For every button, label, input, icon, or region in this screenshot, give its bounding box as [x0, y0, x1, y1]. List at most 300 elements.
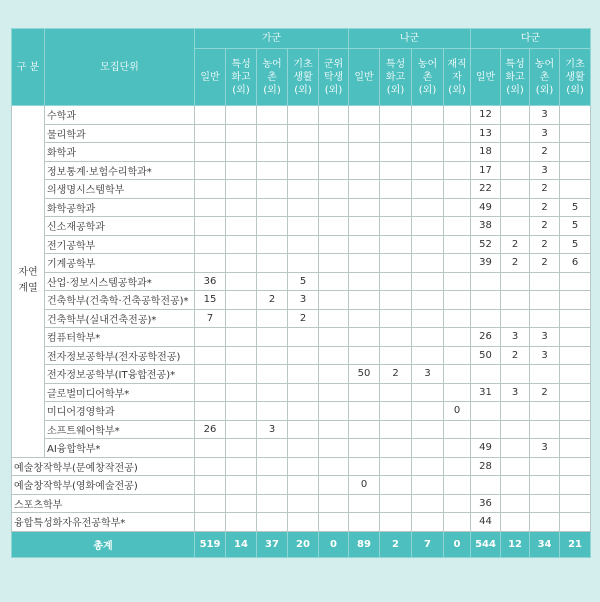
- quota-cell: [226, 180, 257, 199]
- quota-cell: 3: [530, 124, 560, 143]
- total-cell: 20: [288, 531, 319, 557]
- quota-cell: [195, 106, 226, 125]
- quota-cell: [226, 457, 257, 476]
- quota-cell: [380, 402, 412, 421]
- quota-cell: [380, 476, 412, 495]
- quota-cell: [560, 328, 591, 347]
- quota-cell: [471, 402, 501, 421]
- quota-cell: [560, 457, 591, 476]
- quota-cell: [444, 254, 471, 273]
- header-da-col: 특성 화고 (외): [501, 49, 530, 106]
- quota-cell: [195, 383, 226, 402]
- total-label: 총계: [12, 531, 195, 557]
- quota-cell: [530, 457, 560, 476]
- quota-cell: [226, 402, 257, 421]
- quota-cell: [412, 513, 444, 532]
- header-da-col: 일반: [471, 49, 501, 106]
- quota-cell: [471, 291, 501, 310]
- quota-cell: [257, 217, 288, 236]
- quota-cell: [349, 106, 380, 125]
- quota-cell: [257, 180, 288, 199]
- quota-cell: [257, 383, 288, 402]
- quota-cell: 2: [501, 235, 530, 254]
- quota-cell: [349, 198, 380, 217]
- unit-name: 화학과: [45, 143, 195, 162]
- quota-cell: [288, 346, 319, 365]
- unit-name: 글로벌미디어학부*: [45, 383, 195, 402]
- quota-cell: 3: [501, 328, 530, 347]
- quota-cell: [560, 272, 591, 291]
- quota-cell: [412, 346, 444, 365]
- quota-cell: [412, 217, 444, 236]
- table-row: [12, 494, 591, 513]
- quota-cell: [195, 476, 226, 495]
- quota-cell: [288, 198, 319, 217]
- quota-cell: [349, 402, 380, 421]
- quota-cell: 5: [288, 272, 319, 291]
- table-header: [12, 29, 591, 106]
- quota-cell: [257, 513, 288, 532]
- total-cell: 0: [319, 531, 349, 557]
- quota-cell: [319, 494, 349, 513]
- quota-cell: [226, 513, 257, 532]
- quota-cell: 3: [530, 346, 560, 365]
- quota-cell: [319, 383, 349, 402]
- quota-cell: [412, 291, 444, 310]
- quota-cell: [195, 235, 226, 254]
- quota-cell: [349, 124, 380, 143]
- quota-cell: 5: [560, 217, 591, 236]
- quota-cell: [444, 383, 471, 402]
- quota-cell: 52: [471, 235, 501, 254]
- quota-cell: [471, 365, 501, 384]
- quota-cell: [501, 106, 530, 125]
- quota-cell: [288, 161, 319, 180]
- quota-cell: 31: [471, 383, 501, 402]
- quota-cell: 15: [195, 291, 226, 310]
- quota-cell: [380, 309, 412, 328]
- quota-cell: 13: [471, 124, 501, 143]
- quota-cell: [380, 180, 412, 199]
- quota-cell: [288, 420, 319, 439]
- quota-cell: [257, 365, 288, 384]
- quota-cell: [257, 346, 288, 365]
- quota-cell: [560, 124, 591, 143]
- quota-cell: [501, 161, 530, 180]
- quota-cell: [471, 476, 501, 495]
- quota-cell: [319, 439, 349, 458]
- quota-cell: [412, 476, 444, 495]
- quota-cell: [380, 346, 412, 365]
- quota-cell: [226, 124, 257, 143]
- quota-cell: [444, 143, 471, 162]
- table-row: [12, 254, 591, 273]
- header-na-col: 특성 화고 (외): [380, 49, 412, 106]
- total-cell: 34: [530, 531, 560, 557]
- header-ga-col: 일반: [195, 49, 226, 106]
- quota-cell: [380, 161, 412, 180]
- quota-cell: 2: [257, 291, 288, 310]
- quota-cell: 36: [195, 272, 226, 291]
- quota-cell: [380, 457, 412, 476]
- quota-cell: [530, 513, 560, 532]
- table-row: [12, 383, 591, 402]
- quota-cell: [380, 124, 412, 143]
- quota-cell: [444, 439, 471, 458]
- quota-cell: [319, 328, 349, 347]
- table-row: [12, 457, 591, 476]
- table-row: [12, 106, 591, 125]
- quota-cell: [288, 383, 319, 402]
- quota-cell: [412, 106, 444, 125]
- unit-name: 전자정보공학부(전자공학전공): [45, 346, 195, 365]
- quota-cell: 2: [530, 198, 560, 217]
- quota-cell: 39: [471, 254, 501, 273]
- quota-cell: [288, 328, 319, 347]
- quota-cell: 3: [530, 106, 560, 125]
- quota-cell: [530, 272, 560, 291]
- header-na-col: 재직 자 (외): [444, 49, 471, 106]
- total-cell: 519: [195, 531, 226, 557]
- quota-cell: [530, 402, 560, 421]
- quota-cell: [530, 420, 560, 439]
- quota-cell: 2: [530, 235, 560, 254]
- total-cell: 544: [471, 531, 501, 557]
- quota-cell: [471, 272, 501, 291]
- quota-cell: 6: [560, 254, 591, 273]
- quota-cell: [560, 291, 591, 310]
- quota-cell: [412, 235, 444, 254]
- quota-cell: [412, 180, 444, 199]
- quota-cell: 38: [471, 217, 501, 236]
- quota-cell: [195, 328, 226, 347]
- quota-cell: [288, 494, 319, 513]
- quota-cell: [560, 143, 591, 162]
- quota-cell: 2: [530, 143, 560, 162]
- quota-cell: [319, 476, 349, 495]
- quota-cell: [349, 309, 380, 328]
- quota-cell: [560, 365, 591, 384]
- quota-cell: [257, 494, 288, 513]
- quota-cell: [380, 513, 412, 532]
- quota-cell: [226, 439, 257, 458]
- quota-cell: [349, 494, 380, 513]
- header-group-na: 나군: [349, 29, 471, 49]
- quota-cell: [560, 309, 591, 328]
- quota-cell: [288, 365, 319, 384]
- unit-name: 건축학부(실내건축전공)*: [45, 309, 195, 328]
- table-row: [12, 365, 591, 384]
- quota-cell: 49: [471, 439, 501, 458]
- quota-cell: [226, 106, 257, 125]
- header-da-col: 농어 촌 (외): [530, 49, 560, 106]
- header-da-col: 기초 생활 (외): [560, 49, 591, 106]
- header-ga-col: 군위 탁생 (외): [319, 49, 349, 106]
- unit-name: 융합특성화자유전공학부*: [12, 513, 195, 532]
- quota-cell: [444, 106, 471, 125]
- quota-cell: 2: [288, 309, 319, 328]
- quota-cell: [257, 457, 288, 476]
- table-row: [12, 217, 591, 236]
- quota-cell: [226, 309, 257, 328]
- quota-cell: [349, 235, 380, 254]
- quota-cell: [380, 254, 412, 273]
- quota-cell: [501, 124, 530, 143]
- quota-cell: [288, 106, 319, 125]
- header-ga-col: 특성 화고 (외): [226, 49, 257, 106]
- header-gubun: 구 분: [12, 29, 45, 106]
- quota-cell: [257, 254, 288, 273]
- quota-cell: [380, 198, 412, 217]
- quota-cell: [226, 328, 257, 347]
- unit-name: 수학과: [45, 106, 195, 125]
- quota-cell: 28: [471, 457, 501, 476]
- quota-cell: [444, 513, 471, 532]
- quota-cell: [195, 402, 226, 421]
- quota-cell: [444, 272, 471, 291]
- quota-cell: [412, 161, 444, 180]
- quota-cell: [288, 513, 319, 532]
- quota-cell: [412, 439, 444, 458]
- quota-cell: [380, 291, 412, 310]
- header-group-da: 다군: [471, 29, 591, 49]
- quota-cell: [501, 402, 530, 421]
- quota-cell: [412, 272, 444, 291]
- quota-cell: [288, 217, 319, 236]
- quota-cell: [226, 346, 257, 365]
- quota-cell: [349, 180, 380, 199]
- quota-cell: [349, 420, 380, 439]
- quota-cell: [226, 198, 257, 217]
- quota-cell: [257, 161, 288, 180]
- quota-cell: [349, 439, 380, 458]
- quota-cell: 0: [349, 476, 380, 495]
- quota-cell: [319, 402, 349, 421]
- quota-cell: 3: [530, 439, 560, 458]
- quota-cell: [349, 383, 380, 402]
- quota-cell: [257, 402, 288, 421]
- quota-cell: [257, 143, 288, 162]
- quota-cell: [195, 494, 226, 513]
- unit-name: 전자정보공학부(IT융합전공)*: [45, 365, 195, 384]
- quota-cell: 2: [380, 365, 412, 384]
- quota-cell: [319, 346, 349, 365]
- quota-cell: [444, 309, 471, 328]
- quota-cell: [501, 272, 530, 291]
- quota-cell: [444, 494, 471, 513]
- table-row: [12, 272, 591, 291]
- table-row: [12, 328, 591, 347]
- table-row: [12, 235, 591, 254]
- total-cell: 0: [444, 531, 471, 557]
- quota-cell: [412, 402, 444, 421]
- quota-cell: [412, 383, 444, 402]
- quota-cell: [560, 420, 591, 439]
- header-group-ga: 가군: [195, 29, 349, 49]
- quota-cell: [226, 235, 257, 254]
- table-footer: [12, 531, 591, 557]
- quota-cell: [319, 161, 349, 180]
- quota-cell: [226, 291, 257, 310]
- quota-cell: [226, 494, 257, 513]
- quota-cell: [195, 161, 226, 180]
- quota-cell: [257, 198, 288, 217]
- admission-table: [11, 28, 591, 558]
- quota-cell: [530, 365, 560, 384]
- quota-cell: [501, 494, 530, 513]
- table-row: [12, 161, 591, 180]
- quota-cell: 44: [471, 513, 501, 532]
- quota-cell: [319, 365, 349, 384]
- quota-cell: 3: [288, 291, 319, 310]
- quota-cell: 2: [501, 346, 530, 365]
- quota-cell: [226, 383, 257, 402]
- quota-cell: [226, 217, 257, 236]
- quota-cell: [195, 365, 226, 384]
- header-na-col: 농어 촌 (외): [412, 49, 444, 106]
- unit-name: 건축학부(건축학·건축공학전공)*: [45, 291, 195, 310]
- quota-cell: [380, 494, 412, 513]
- quota-cell: [349, 328, 380, 347]
- quota-cell: [380, 383, 412, 402]
- total-cell: 2: [380, 531, 412, 557]
- quota-cell: [195, 346, 226, 365]
- quota-cell: [349, 161, 380, 180]
- quota-cell: [444, 180, 471, 199]
- quota-cell: [501, 309, 530, 328]
- quota-cell: [501, 217, 530, 236]
- admission-table-wrapper: [11, 28, 590, 558]
- quota-cell: [195, 254, 226, 273]
- quota-cell: [501, 476, 530, 495]
- table-row: [12, 476, 591, 495]
- quota-cell: [412, 254, 444, 273]
- quota-cell: [380, 439, 412, 458]
- quota-cell: [471, 309, 501, 328]
- quota-cell: [226, 365, 257, 384]
- quota-cell: [560, 383, 591, 402]
- quota-cell: [319, 513, 349, 532]
- unit-name: 예술창작학부(영화예술전공): [12, 476, 195, 495]
- table-row: [12, 420, 591, 439]
- header-na-col: 일반: [349, 49, 380, 106]
- quota-cell: [380, 235, 412, 254]
- quota-cell: [501, 439, 530, 458]
- quota-cell: [288, 235, 319, 254]
- quota-cell: [195, 198, 226, 217]
- unit-name: 의생명시스템학부: [45, 180, 195, 199]
- quota-cell: 5: [560, 235, 591, 254]
- quota-cell: [226, 254, 257, 273]
- quota-cell: 3: [412, 365, 444, 384]
- quota-cell: [501, 180, 530, 199]
- quota-cell: [226, 476, 257, 495]
- quota-cell: [501, 457, 530, 476]
- quota-cell: [226, 272, 257, 291]
- quota-cell: [560, 513, 591, 532]
- quota-cell: [380, 106, 412, 125]
- quota-cell: [380, 328, 412, 347]
- table-body: [12, 106, 591, 532]
- quota-cell: [471, 420, 501, 439]
- quota-cell: [412, 494, 444, 513]
- quota-cell: [288, 180, 319, 199]
- quota-cell: [560, 180, 591, 199]
- quota-cell: [560, 439, 591, 458]
- quota-cell: [412, 124, 444, 143]
- unit-name: AI융합학부*: [45, 439, 195, 458]
- quota-cell: 5: [560, 198, 591, 217]
- total-cell: 89: [349, 531, 380, 557]
- quota-cell: [380, 420, 412, 439]
- quota-cell: 3: [501, 383, 530, 402]
- quota-cell: [257, 328, 288, 347]
- unit-name: 기계공학부: [45, 254, 195, 273]
- quota-cell: [288, 476, 319, 495]
- quota-cell: [319, 198, 349, 217]
- unit-name: 신소재공학과: [45, 217, 195, 236]
- quota-cell: [530, 494, 560, 513]
- total-cell: 14: [226, 531, 257, 557]
- quota-cell: [349, 217, 380, 236]
- quota-cell: [380, 217, 412, 236]
- quota-cell: [349, 272, 380, 291]
- quota-cell: [349, 346, 380, 365]
- quota-cell: [444, 124, 471, 143]
- unit-name: 미디어경영학과: [45, 402, 195, 421]
- quota-cell: [257, 235, 288, 254]
- quota-cell: [319, 180, 349, 199]
- unit-name: 화학공학과: [45, 198, 195, 217]
- unit-name: 예술창작학부(문예창작전공): [12, 457, 195, 476]
- quota-cell: [560, 161, 591, 180]
- table-row: [12, 439, 591, 458]
- quota-cell: 12: [471, 106, 501, 125]
- quota-cell: [501, 143, 530, 162]
- quota-cell: 2: [501, 254, 530, 273]
- table-row: [12, 402, 591, 421]
- quota-cell: [412, 143, 444, 162]
- table-row: [12, 143, 591, 162]
- quota-cell: [560, 476, 591, 495]
- quota-cell: [501, 513, 530, 532]
- quota-cell: 2: [530, 254, 560, 273]
- quota-cell: [288, 143, 319, 162]
- unit-name: 산업·정보시스템공학과*: [45, 272, 195, 291]
- quota-cell: [444, 161, 471, 180]
- unit-name: 소프트웨어학부*: [45, 420, 195, 439]
- quota-cell: [444, 365, 471, 384]
- quota-cell: [380, 143, 412, 162]
- total-cell: 21: [560, 531, 591, 557]
- quota-cell: [195, 143, 226, 162]
- table-row: [12, 180, 591, 199]
- quota-cell: [530, 291, 560, 310]
- group-label: 자연 계열: [12, 106, 45, 458]
- quota-cell: [412, 457, 444, 476]
- quota-cell: [319, 272, 349, 291]
- quota-cell: 7: [195, 309, 226, 328]
- quota-cell: [195, 439, 226, 458]
- quota-cell: [412, 198, 444, 217]
- quota-cell: [257, 439, 288, 458]
- quota-cell: [412, 309, 444, 328]
- quota-cell: [226, 420, 257, 439]
- quota-cell: 2: [530, 217, 560, 236]
- quota-cell: [560, 346, 591, 365]
- table-row: [12, 309, 591, 328]
- quota-cell: [319, 457, 349, 476]
